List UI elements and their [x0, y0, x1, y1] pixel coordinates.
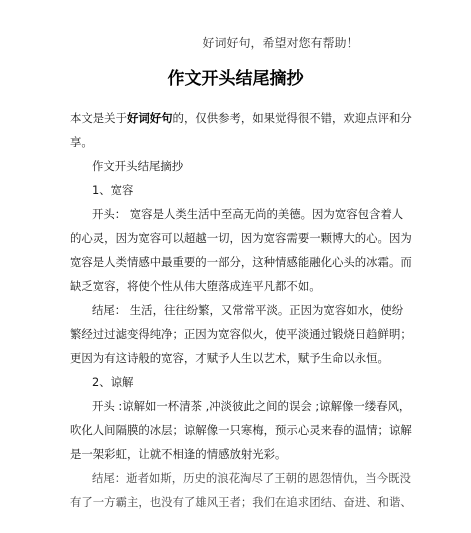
intro-keyword: 好词好句	[126, 111, 173, 125]
intro-suffix: 的，仅供参考，如果觉得很不错，欢迎点评和分享。	[70, 111, 412, 149]
paragraph: 开头： 宽容是人类生活中至高无尚的美德。因为宽容包含着人的心灵，因为宽容可以超越一切，因为宽容需要一颗博大的心。因为宽容是人类情感中最重要的一部分，这种情感能融化心头的冰霜。而缺乏宽容，将使个性从伟大堕落成连平凡都不如。	[70, 207, 412, 293]
subheading: 作文开头结尾摘抄	[92, 159, 184, 173]
header-note: 好词好句，希望对您有帮助！	[202, 36, 359, 50]
document-title: 作文开头结尾摘抄	[167, 69, 304, 89]
paragraph: 结尾： 生活，往往纷繁，又常常平淡。正因为宽容如水，使纷繁经过过滤变得纯净；正因为宽容似火，使平淡通过锻烧日趋鲜明；更因为有这诗般的宽容，才赋予人生以艺术，赋予生命以永恒。	[70, 303, 412, 365]
paragraph: 结尾：逝者如斯，历史的浪花淘尽了王朝的恩怨情仇，当今既没有了一方霸主，也没有了雄风王者；我们在追求团结、奋进、和谐、	[70, 471, 412, 509]
section-heading-2: 2、谅解	[92, 375, 134, 389]
intro-prefix: 本文是关于	[70, 111, 127, 125]
paragraph: 开头 :谅解如一杯清茶 ,冲淡彼此之间的误会 ;谅解像一缕春风，吹化人间隔膜的冰层；谅解像一只寒梅，预示心灵来春的温情；谅解是一架彩虹，让就不相逢的情感放射光彩。	[70, 399, 412, 461]
intro-paragraph	[70, 106, 412, 154]
document-body	[70, 106, 412, 514]
section-heading-1: 1、宽容	[92, 183, 134, 197]
